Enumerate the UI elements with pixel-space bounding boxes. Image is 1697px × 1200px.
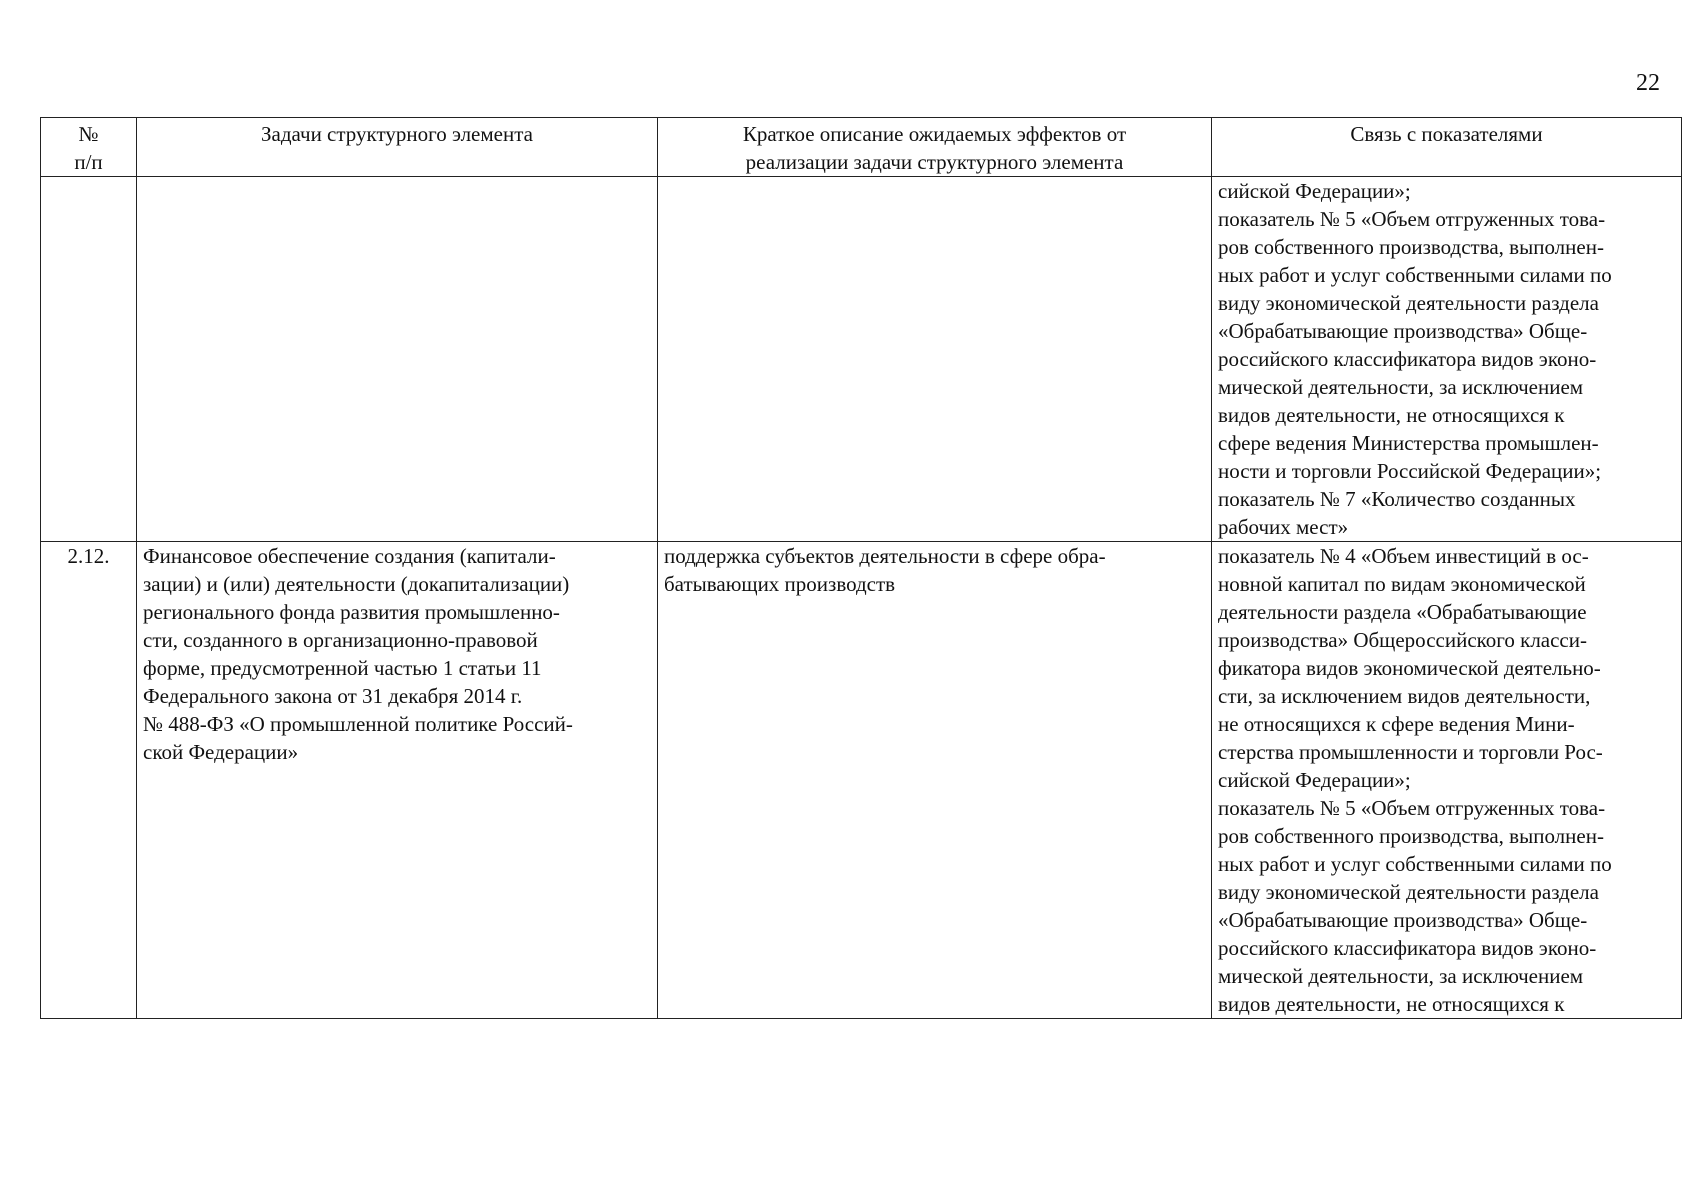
table-row (41, 542, 1682, 1019)
row-number (41, 177, 137, 542)
text-line: рабочих мест» (1218, 515, 1349, 539)
text-line: Финансовое обеспечение создания (капитали- (143, 544, 556, 568)
text-line: показатель № 7 «Количество созданных (1218, 487, 1576, 511)
text-line: мической деятельности, за исключением (1218, 964, 1584, 988)
text-line: сти, за исключением видов деятельности, (1218, 684, 1591, 708)
text-line: ской Федерации» (143, 740, 299, 764)
text-line: Задачи структурного элемента (261, 122, 533, 146)
header-tasks (137, 118, 658, 177)
text-line: российского классификатора видов эконо- (1218, 936, 1597, 960)
text-line: № (78, 122, 99, 146)
row-tasks (137, 177, 658, 542)
text-line: видов деятельности, не относящихся к (1218, 992, 1565, 1016)
text-line: батывающих производств (664, 572, 896, 596)
table-row (41, 177, 1682, 542)
text-line: деятельности раздела «Обрабатывающие (1218, 600, 1587, 624)
text-line: фикатора видов экономической деятельно- (1218, 656, 1601, 680)
text-line: п/п (74, 150, 103, 174)
text-line: показатель № 5 «Объем отгруженных това- (1218, 796, 1606, 820)
text-line: виду экономической деятельности раздела (1218, 880, 1599, 904)
text-line: ных работ и услуг собственными силами по (1218, 263, 1612, 287)
text-line: поддержка субъектов деятельности в сфере обра- (664, 544, 1106, 568)
indicator-table (40, 117, 1682, 1019)
header-effects (658, 118, 1212, 177)
header-num (41, 118, 137, 177)
text-line: ров собственного производства, выполнен- (1218, 824, 1604, 848)
text-line: виду экономической деятельности раздела (1218, 291, 1599, 315)
text-line: видов деятельности, не относящихся к (1218, 403, 1565, 427)
text-line: зации) и (или) деятельности (докапитализации) (143, 572, 570, 596)
text-line: показатель № 4 «Объем инвестиций в ос- (1218, 544, 1589, 568)
text-line: сийской Федерации»; (1218, 179, 1411, 203)
row-effects (658, 542, 1212, 1019)
text-line: регионального фонда развития промышленно- (143, 600, 560, 624)
text-line: Краткое описание ожидаемых эффектов от (742, 122, 1127, 146)
row-number: 2.12. (41, 542, 137, 1019)
text-line: ности и торговли Российской Федерации»; (1218, 459, 1602, 483)
page-number: 22 (1636, 70, 1660, 96)
text-line: стерства промышленности и торговли Рос- (1218, 740, 1603, 764)
text-line: сфере ведения Министерства промышлен- (1218, 431, 1599, 455)
text-line: мической деятельности, за исключением (1218, 375, 1584, 399)
text-line: сти, созданного в организационно-правовой (143, 628, 538, 652)
text-line: ров собственного производства, выполнен- (1218, 235, 1604, 259)
text-line: производства» Общероссийского класси- (1218, 628, 1587, 652)
text-line: «Обрабатывающие производства» Обще- (1218, 319, 1588, 343)
row-tasks (137, 542, 658, 1019)
header-links (1212, 118, 1682, 177)
text-line: не относящихся к сфере ведения Мини- (1218, 712, 1575, 736)
table-header-row (41, 118, 1682, 177)
text-line: новной капитал по видам экономической (1218, 572, 1586, 596)
text-line: ных работ и услуг собственными силами по (1218, 852, 1612, 876)
text-line: форме, предусмотренной частью 1 статьи 11 (143, 656, 542, 680)
row-links (1212, 177, 1682, 542)
text-line: Федерального закона от 31 декабря 2014 г. (143, 684, 523, 708)
text-line: сийской Федерации»; (1218, 768, 1411, 792)
text-line: Связь с показателями (1350, 122, 1543, 146)
text-line: российского классификатора видов эконо- (1218, 347, 1597, 371)
text-line: показатель № 5 «Объем отгруженных това- (1218, 207, 1606, 231)
row-effects (658, 177, 1212, 542)
text-line: «Обрабатывающие производства» Обще- (1218, 908, 1588, 932)
row-links (1212, 542, 1682, 1019)
text-line: реализации задачи структурного элемента (745, 150, 1124, 174)
text-line: № 488-ФЗ «О промышленной политике Россий- (143, 712, 573, 736)
